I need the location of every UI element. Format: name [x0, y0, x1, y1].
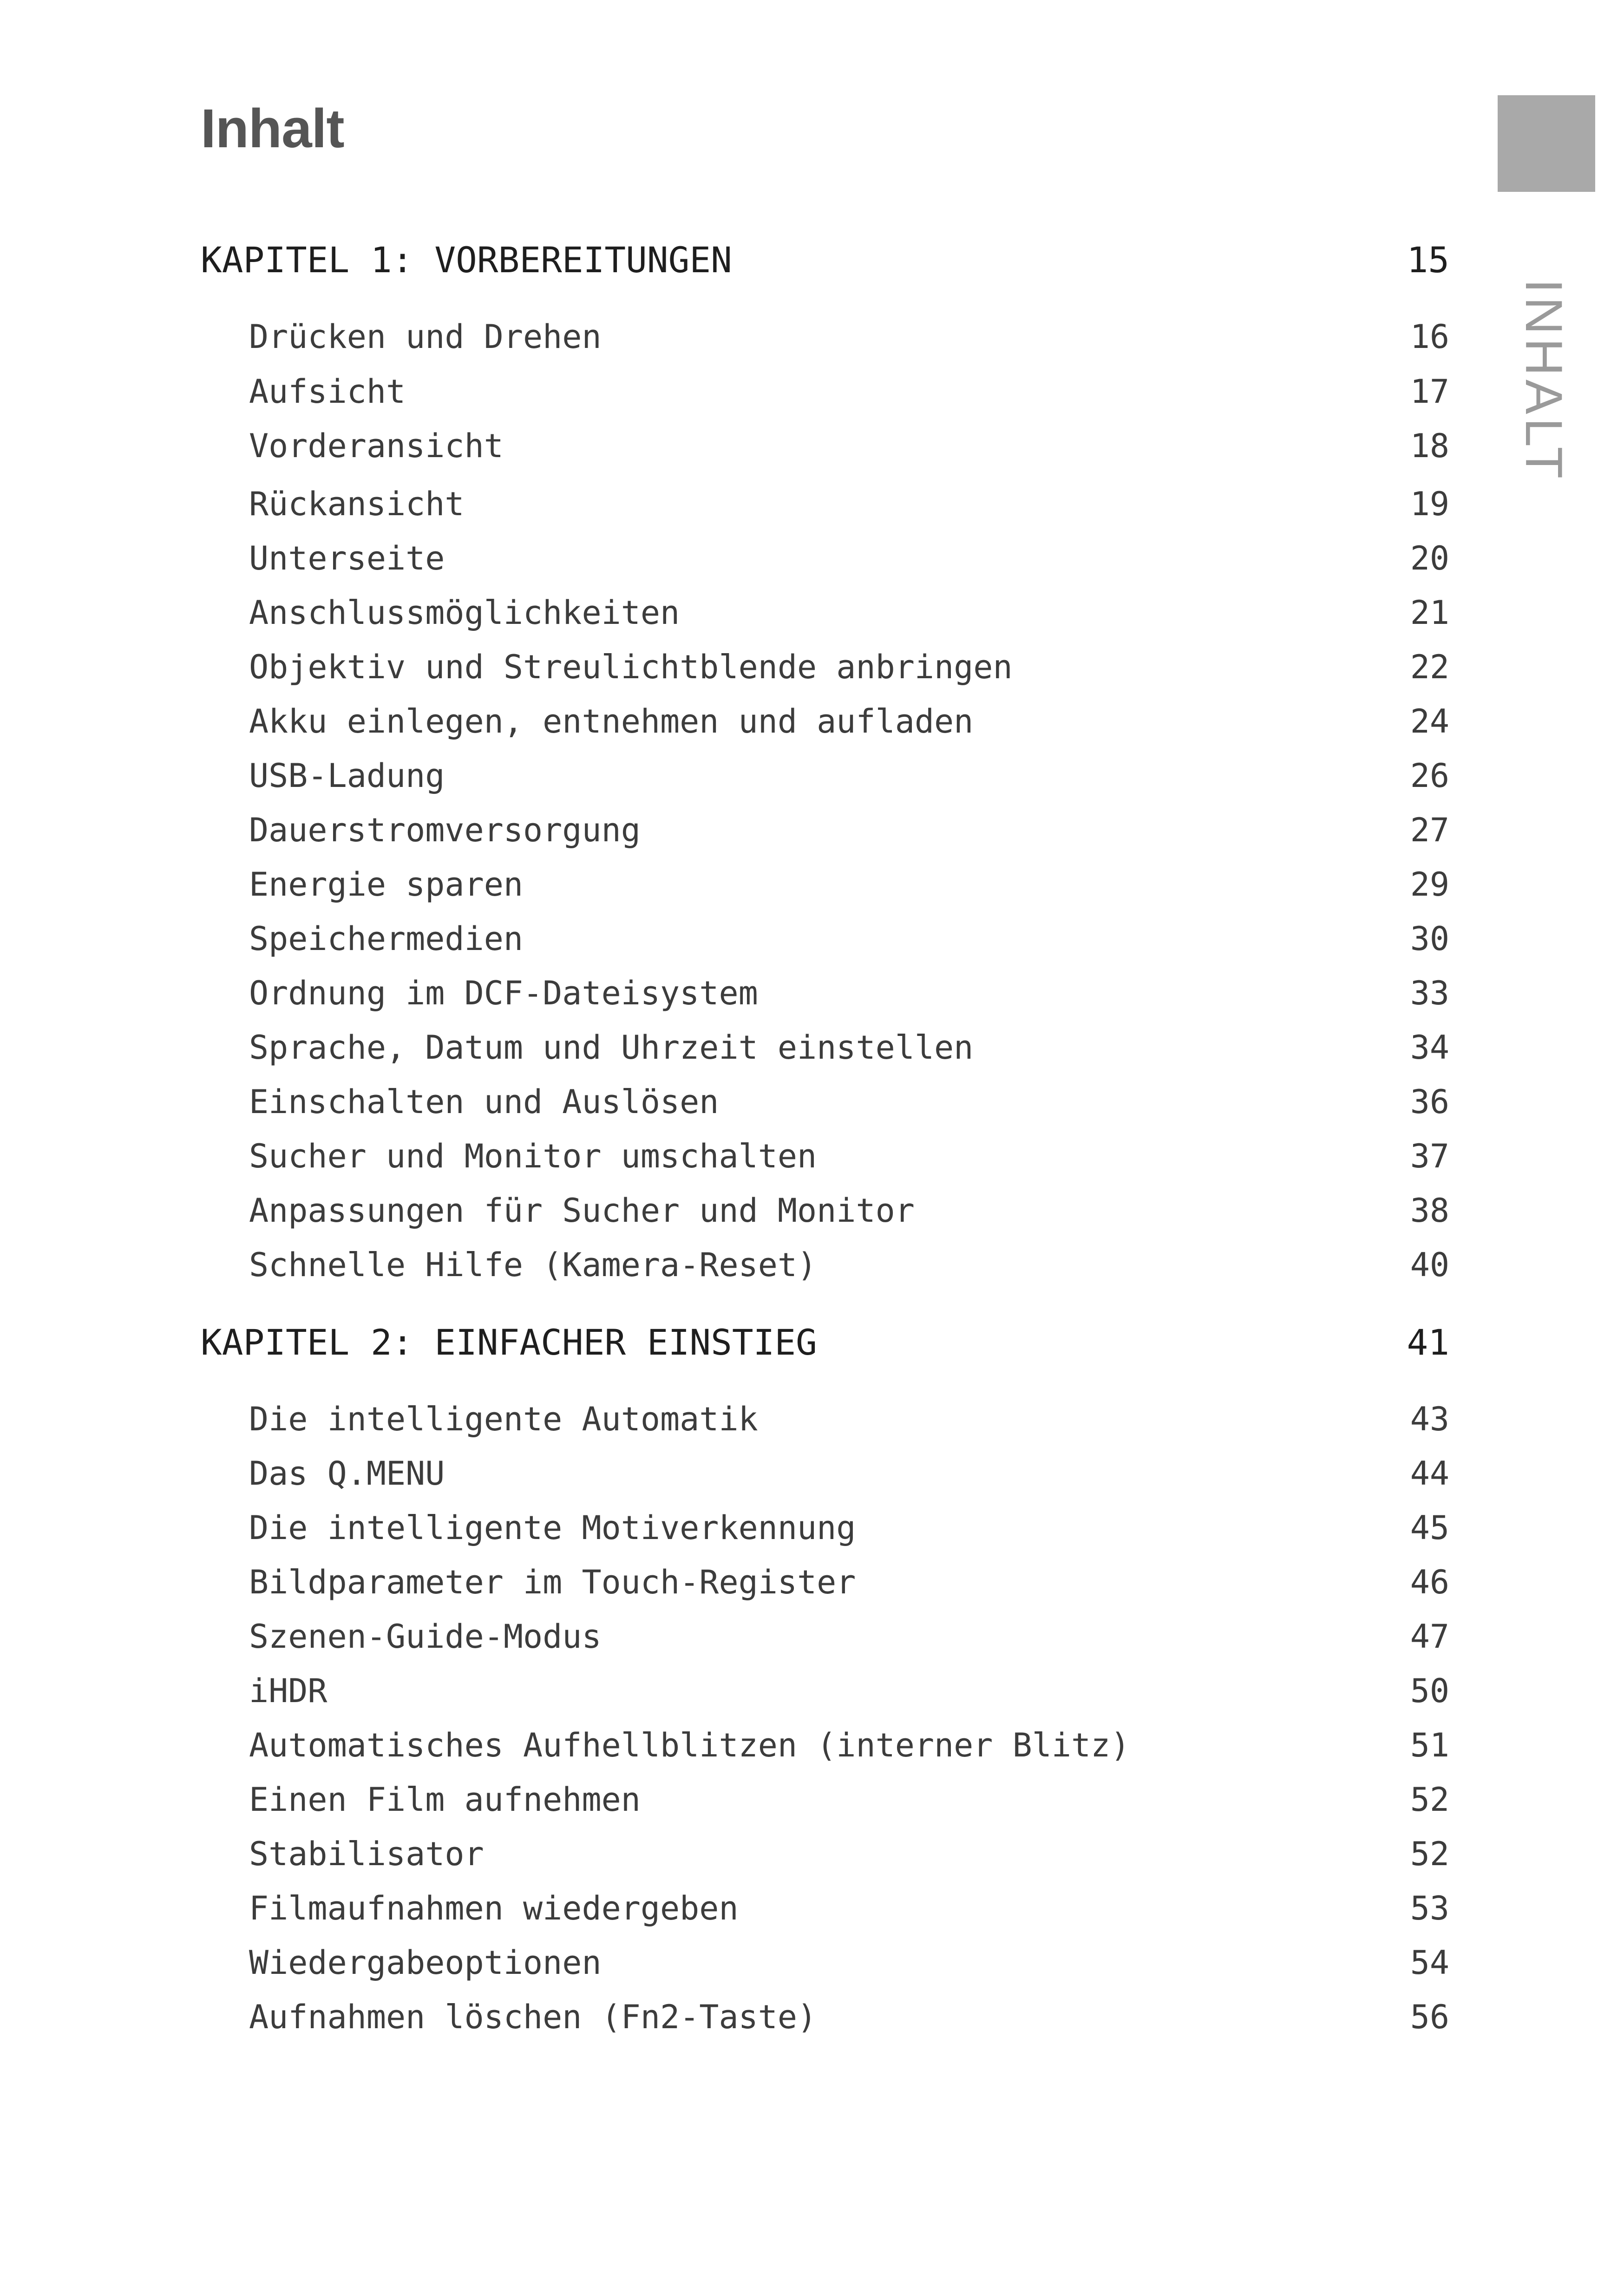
toc-entry-title: Szenen-Guide-Modus	[249, 1618, 602, 1656]
toc-entry-page: 54	[1410, 1944, 1449, 1982]
toc-entry-title: Drücken und Drehen	[249, 318, 602, 356]
toc-entry-page: 36	[1410, 1083, 1449, 1121]
toc-entry-page: 44	[1410, 1454, 1449, 1493]
toc-entry-page: 27	[1410, 811, 1449, 849]
toc-entry-title: Schnelle Hilfe (Kamera-Reset)	[249, 1246, 817, 1284]
toc-entry-title: Stabilisator	[249, 1835, 484, 1873]
toc-entry-page: 16	[1410, 318, 1449, 356]
toc-entry-title: Vorderansicht	[249, 427, 504, 465]
toc-entry-page: 52	[1410, 1781, 1449, 1819]
toc-entry-page: 18	[1410, 427, 1449, 465]
toc-entry-page: 37	[1410, 1137, 1449, 1175]
toc-entry-page: 51	[1410, 1726, 1449, 1764]
toc-entry-title: Aufsicht	[249, 373, 406, 411]
toc-entry-title: Ordnung im DCF-Dateisystem	[249, 974, 758, 1012]
toc-entry-title: Unterseite	[249, 539, 445, 577]
toc-entry-title: Anschlussmöglichkeiten	[249, 594, 680, 632]
toc-entry-title: Sucher und Monitor umschalten	[249, 1137, 817, 1175]
toc-chapter-title: KAPITEL 1: VORBEREITUNGEN	[201, 239, 732, 281]
toc-entry-title: Objektiv und Streulichtblende anbringen	[249, 648, 1013, 686]
toc-entry-title: Sprache, Datum und Uhrzeit einstellen	[249, 1029, 974, 1067]
toc-entry-title: Bildparameter im Touch-Register	[249, 1563, 856, 1601]
toc-entry-page: 29	[1410, 865, 1449, 904]
toc-entry-title: USB-Ladung	[249, 757, 445, 795]
toc-entry-page: 45	[1410, 1509, 1449, 1547]
toc-entry-title: Die intelligente Motiverkennung	[249, 1509, 856, 1547]
toc-entry-title: Automatisches Aufhellblitzen (interner Blitz)	[249, 1726, 1130, 1764]
toc-entry-title: Einen Film aufnehmen	[249, 1781, 641, 1819]
toc-entry-page: 52	[1410, 1835, 1449, 1873]
toc-entry-title: Energie sparen	[249, 865, 524, 904]
toc-entry-page: 50	[1410, 1672, 1449, 1710]
toc-entry-title: Das Q.MENU	[249, 1454, 445, 1493]
toc-entry-page: 26	[1410, 757, 1449, 795]
toc-entry-page: 53	[1410, 1889, 1449, 1927]
toc-entry-page: 40	[1410, 1246, 1449, 1284]
toc-entry-page: 34	[1410, 1029, 1449, 1067]
toc-entry-page: 38	[1410, 1192, 1449, 1230]
toc-entry-page: 56	[1410, 1998, 1449, 2036]
toc-entry-title: Aufnahmen löschen (Fn2-Taste)	[249, 1998, 817, 2036]
toc-entry-page: 19	[1410, 485, 1449, 523]
toc-entry-title: Dauerstromversorgung	[249, 811, 641, 849]
toc-entry-title: Einschalten und Auslösen	[249, 1083, 719, 1121]
toc-entry-page: 46	[1410, 1563, 1449, 1601]
toc-entry-page: 43	[1410, 1400, 1449, 1438]
toc-entry-title: Anpassungen für Sucher und Monitor	[249, 1192, 915, 1230]
toc-chapter-page: 41	[1407, 1322, 1449, 1363]
toc-entry-title: Speichermedien	[249, 920, 524, 958]
toc-entry-title: Wiedergabeoptionen	[249, 1944, 602, 1982]
toc-entry-page: 47	[1410, 1618, 1449, 1656]
toc-entry-page: 20	[1410, 539, 1449, 577]
toc-chapter-title: KAPITEL 2: EINFACHER EINSTIEG	[201, 1322, 817, 1363]
toc-entry-page: 33	[1410, 974, 1449, 1012]
page-title: Inhalt	[201, 98, 344, 159]
section-side-label-text: INHALT	[1515, 279, 1573, 482]
toc-entry-page: 17	[1410, 373, 1449, 411]
toc-entry-page: 22	[1410, 648, 1449, 686]
toc-chapter-page: 15	[1407, 239, 1449, 281]
toc-entry-title: Akku einlegen, entnehmen und aufladen	[249, 702, 974, 740]
toc-entry-title: Filmaufnahmen wiedergeben	[249, 1889, 739, 1927]
toc-entry-title: Rückansicht	[249, 485, 465, 523]
toc-entry-title: iHDR	[249, 1672, 327, 1710]
toc-entry-page: 24	[1410, 702, 1449, 740]
toc-entry-page: 21	[1410, 594, 1449, 632]
toc-entry-page: 30	[1410, 920, 1449, 958]
toc-entry-title: Die intelligente Automatik	[249, 1400, 758, 1438]
